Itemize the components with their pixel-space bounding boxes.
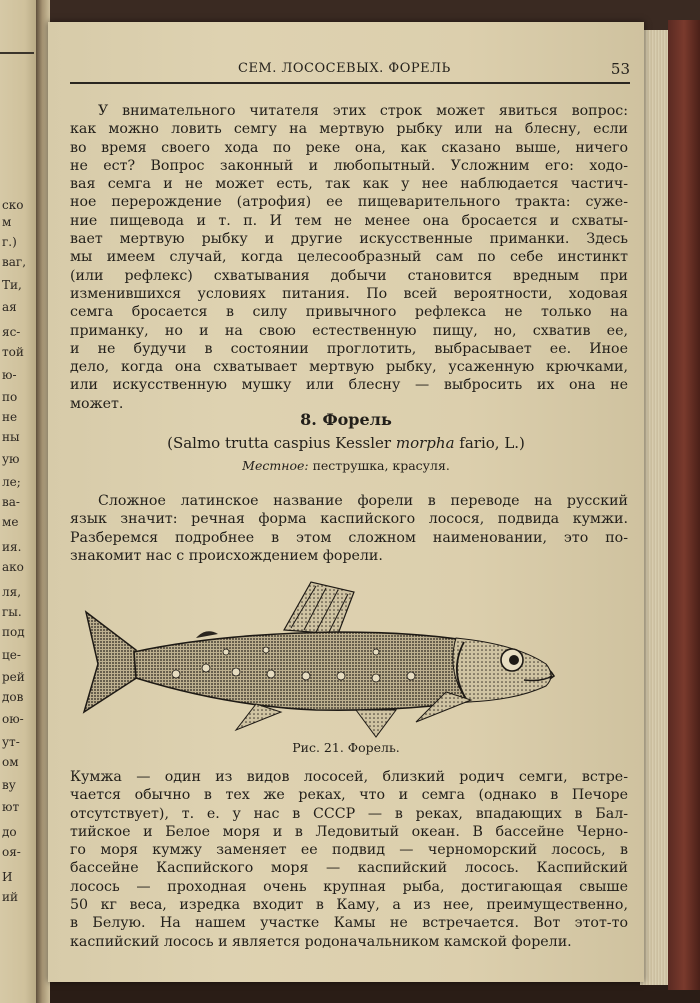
text-line: не ест? Вопрос законный и любопытный. Усложним его: ходо- xyxy=(70,157,628,174)
left-page-fragment: г.) xyxy=(2,235,17,249)
paragraph-semga-question xyxy=(70,102,628,413)
text-line: тийское и Белое моря и в Ледовитый океан. В бассейне Черно- xyxy=(70,823,628,840)
left-page-fragment: це- xyxy=(2,648,21,662)
section-title: 8. Форель xyxy=(300,410,392,429)
text-line: вая семга и не может есть, так как у нее наблюдается частич- xyxy=(70,176,628,193)
left-page-fragment: ом xyxy=(2,755,19,769)
text-line: У внимательного читателя этих строк может явиться вопрос: xyxy=(98,103,628,119)
left-page-fragment: рей xyxy=(2,670,25,684)
text-line: изменившихся условиях питания. По всей вероятности, ходовая xyxy=(70,285,628,302)
latin-name-italic: morpha xyxy=(395,434,455,452)
left-page-fragment: ваг, xyxy=(2,255,27,269)
left-page-fragment: ако xyxy=(2,560,24,574)
left-page-fragment: ия. xyxy=(2,540,22,554)
left-page-fragment: не xyxy=(2,410,18,424)
text-line: семга бросается в силу привычного рефлекса не только на xyxy=(70,304,628,321)
left-page-fragment: ою- xyxy=(2,712,24,726)
text-line: Кумжа — один из видов лососей, близкий родич семги, встре- xyxy=(70,769,628,785)
text-line: отсутствует), т. е. у нас в СССР — в реках, впадающих в Бал- xyxy=(70,805,628,822)
text-line: или искусственную мушку или блесну — выбросить их она не xyxy=(70,377,628,394)
text-line: 50 кг веса, изредка входит в Каму, а из нее, преимущественно, xyxy=(70,897,628,914)
left-page-fragment: ую xyxy=(2,452,20,466)
running-header xyxy=(70,60,630,84)
latin-name xyxy=(48,434,644,452)
left-page-header-rule xyxy=(0,52,34,54)
text-line: Разберемся подробнее в этом сложном наименовании, это по- xyxy=(70,529,628,546)
page-stack-edge xyxy=(640,30,670,985)
local-names-label: Местное: xyxy=(242,458,309,473)
text-line: в Белую. На нашем участке Камы не встречается. Вот этот-то xyxy=(70,915,628,932)
left-page-fragment: ют xyxy=(2,800,20,814)
left-page-fragment: Ти, xyxy=(2,278,22,292)
text-line: бассейне Каспийского моря — каспийский лосось. Каспийский xyxy=(70,860,628,877)
text-line: может. xyxy=(70,395,124,412)
left-page-fragment: до xyxy=(2,825,17,839)
left-page-fragment: И xyxy=(2,870,13,884)
left-page-edge xyxy=(0,0,36,1003)
trout-drawing xyxy=(76,572,566,752)
local-names-list: пеструшка, красуля. xyxy=(308,458,450,473)
text-line: дело, когда она схватывает мертвую рыбку, усаженную крючками, xyxy=(70,359,628,376)
text-line: чается обычно в тех же реках, что и семга (однако в Печоре xyxy=(70,787,628,804)
book-cover-edge xyxy=(668,20,700,990)
left-page-fragment: дов xyxy=(2,690,24,704)
text-line: го моря кумжу заменяет ее подвид — черноморский лосось, в xyxy=(70,842,628,859)
left-page-fragment: ая xyxy=(2,300,17,314)
left-page-fragment: яс- xyxy=(2,325,21,339)
latin-name-part: fario, L.) xyxy=(454,434,525,452)
left-page-fragment: ме xyxy=(2,515,19,529)
text-line: язык значит: речная форма каспийского лосося, подвида кумжи. xyxy=(70,511,628,528)
left-page-fragment: оя- xyxy=(2,845,21,859)
left-page-fragment: по xyxy=(2,390,18,404)
left-page-fragment: ва- xyxy=(2,495,20,509)
left-page-fragment: под xyxy=(2,625,25,639)
text-line: вает мертвую рыбку и другие искусственные приманки. Здесь xyxy=(70,231,628,248)
running-title: СЕМ. ЛОСОСЕВЫХ. ФОРЕЛЬ xyxy=(238,61,451,76)
figure-caption: Рис. 21. Форель. xyxy=(292,740,400,755)
text-line: Сложное латинское название форели в переводе на русский xyxy=(98,493,628,509)
left-page-fragment: гы. xyxy=(2,605,22,619)
text-line: как можно ловить семгу на мертвую рыбку или на блесну, если xyxy=(70,121,628,138)
text-line: и не будучи в состоянии проглотить, выбрасывает ее. Иное xyxy=(70,340,628,357)
page-number: 53 xyxy=(610,60,630,78)
left-page-fragment: ий xyxy=(2,890,18,904)
text-line: знакомит нас с происхождением форели. xyxy=(70,547,383,564)
paragraph-kumzha xyxy=(70,768,628,951)
left-page-fragment: ут- xyxy=(2,735,20,749)
text-line: ние пищевода и т. п. И тем не менее она бросается и схваты- xyxy=(70,212,628,229)
text-line: (или рефлекс) схватывания добычи становится вредным при xyxy=(70,267,628,284)
text-line: ное перерождение (атрофия) ее пищеварительного тракта: суже- xyxy=(70,194,628,211)
left-page-fragment: ско xyxy=(2,198,24,212)
left-page-fragment: ву xyxy=(2,778,16,792)
left-page-fragment: ля, xyxy=(2,585,22,599)
paragraph-latin-meaning xyxy=(70,492,628,565)
text-line: каспийский лосось и является родоначальником камской форели. xyxy=(70,933,572,950)
local-names xyxy=(48,458,644,473)
text-line: во время своего хода по реке она, как сказано выше, ничего xyxy=(70,139,628,156)
text-line: лосось — проходная очень крупная рыба, достигающая свыше xyxy=(70,878,628,895)
left-page-fragment: той xyxy=(2,345,24,359)
left-page-fragment: м xyxy=(2,215,12,229)
left-page-fragment: ле; xyxy=(2,475,21,489)
left-page-fragment: ю- xyxy=(2,368,17,382)
trout-illustration xyxy=(76,572,566,752)
latin-name-part: (Salmo trutta caspius Kessler xyxy=(167,434,396,452)
text-line: приманку, но и на свою естественную пищу, но, схватив ее, xyxy=(70,322,628,339)
text-line: мы имеем случай, когда целесообразный сам по себе инстинкт xyxy=(70,249,628,266)
book-page xyxy=(48,22,644,982)
left-page-fragment: ны xyxy=(2,430,20,444)
